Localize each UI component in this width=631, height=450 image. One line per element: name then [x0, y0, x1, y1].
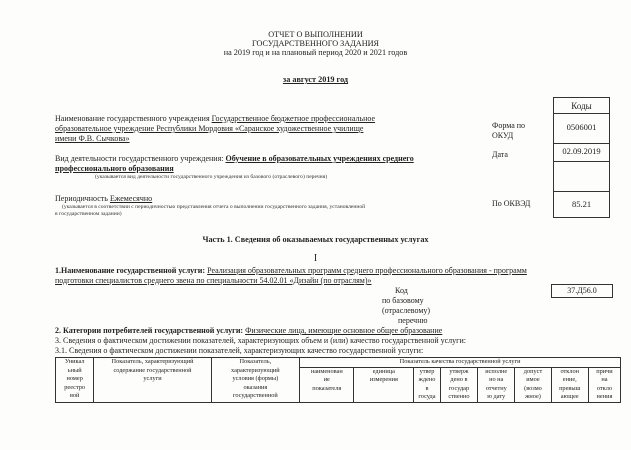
periodicity-label: Периодичность [55, 194, 108, 203]
institution-name-line3: имени Ф.В. Сычкова» [55, 134, 130, 143]
col-registry-number: Уникал ьный номер реестро вой [56, 358, 94, 403]
item31-text: 3.1. Сведения о фактическом достижении показателей, характеризующих качество государственной услуги: [55, 346, 424, 355]
codes-title: Коды [553, 97, 610, 114]
part1-title: Часть 1. Сведения об оказываемых государственных услугах [202, 235, 429, 244]
section-number: I [313, 253, 318, 264]
form-label-2: ОКУД [492, 131, 514, 140]
okved-label: По ОКВЭД [492, 199, 531, 208]
col-executed: исполне но на отчетну ю дату [478, 367, 515, 402]
report-period: за август 2019 год [282, 75, 349, 84]
code-label-3: (отраслевому) [382, 306, 431, 315]
col-indicator-name: наименован ие показателя [300, 367, 354, 402]
col-approved-state: утверж дено в государ ственно [440, 367, 477, 402]
report-title-line2: ГОСУДАРСТВЕННОГО ЗАДАНИЯ [252, 39, 379, 48]
activity-row [55, 154, 414, 164]
category-row [55, 326, 442, 336]
date-code: 02.09.2019 [553, 143, 610, 162]
okved-code: 85.21 [553, 191, 610, 218]
service-line1: Реализация образовательных программ среднего профессионального образования - программ [207, 266, 527, 275]
report-title-line1: ОТЧЕТ О ВЫПОЛНЕНИИ [268, 30, 363, 39]
col-deviation-exceeding: отклон ение, превыш ающее [551, 367, 588, 402]
code-label-1: Код [395, 286, 408, 295]
activity-value-line2: профессионального образования [55, 164, 174, 173]
col-approved-task: утвер ждено в госуда [414, 367, 441, 402]
empty-code-cell [553, 161, 610, 192]
category-label: 2. Категории потребителей государственной услуги: [55, 326, 244, 335]
report-title-line3: на 2019 год и на плановый период 2020 и 2021 годов [223, 48, 408, 57]
code-label-2: по базовому [382, 296, 424, 305]
service-code-value: 37.Д56.0 [551, 284, 613, 298]
col-service-content: Показатель, характеризующий содержание государственной услуги [94, 358, 211, 403]
quality-header: Показатель качества государственной услуги [300, 358, 621, 368]
col-allowed-deviation: допуст имое (возмо жное) [515, 367, 551, 402]
col-service-conditions: Показатель, характеризующий условия (формы) оказания государственной [211, 358, 299, 403]
col-unit: единица измерения [354, 367, 414, 402]
item3-text: 3. Сведения о фактическом достижении показателей, характеризующих объем и (или) качество государственной услуги: [55, 336, 466, 345]
service-row [55, 266, 527, 276]
quality-table [55, 357, 621, 403]
service-line2: подготовки специалистов среднего звена по специальности 54.02.01 «Дизайн (по отраслям)» [55, 276, 372, 285]
activity-note: (указывается вид деятельности государственного учреждения из базового (отраслевого) перечня) [95, 174, 328, 180]
form-label-1: Форма по [492, 121, 526, 130]
institution-name-line1: Государственное бюджетное профессиональное [211, 114, 376, 123]
periodicity-note-1: (указывается в соответствии с периодичностью представления отчета о выполнении государственного задания, установленной [62, 204, 366, 210]
date-label: Дата [492, 150, 508, 159]
institution-name-line2: образовательное учреждение Республики Мордовия «Саранское художественное училище [55, 124, 364, 133]
code-label-4: перечню [398, 316, 428, 325]
institution-row [55, 114, 375, 124]
col-deviation-reason: причи на откло нения [588, 367, 620, 402]
okud-code: 0506001 [553, 113, 610, 144]
periodicity-value: Ежемесячно [109, 194, 153, 203]
category-value: Физические лица, имеющие основное общее образование [245, 326, 443, 335]
activity-value-line1: Обучение в образовательных учреждениях среднего [225, 154, 414, 163]
periodicity-note-2: в государственном задании) [55, 211, 122, 217]
service-label: 1.Наименование государственной услуги: [55, 266, 206, 275]
periodicity-row [55, 194, 152, 204]
institution-label: Наименование государственного учреждения [55, 114, 210, 123]
activity-label: Вид деятельности государственного учреждения: [55, 154, 224, 163]
